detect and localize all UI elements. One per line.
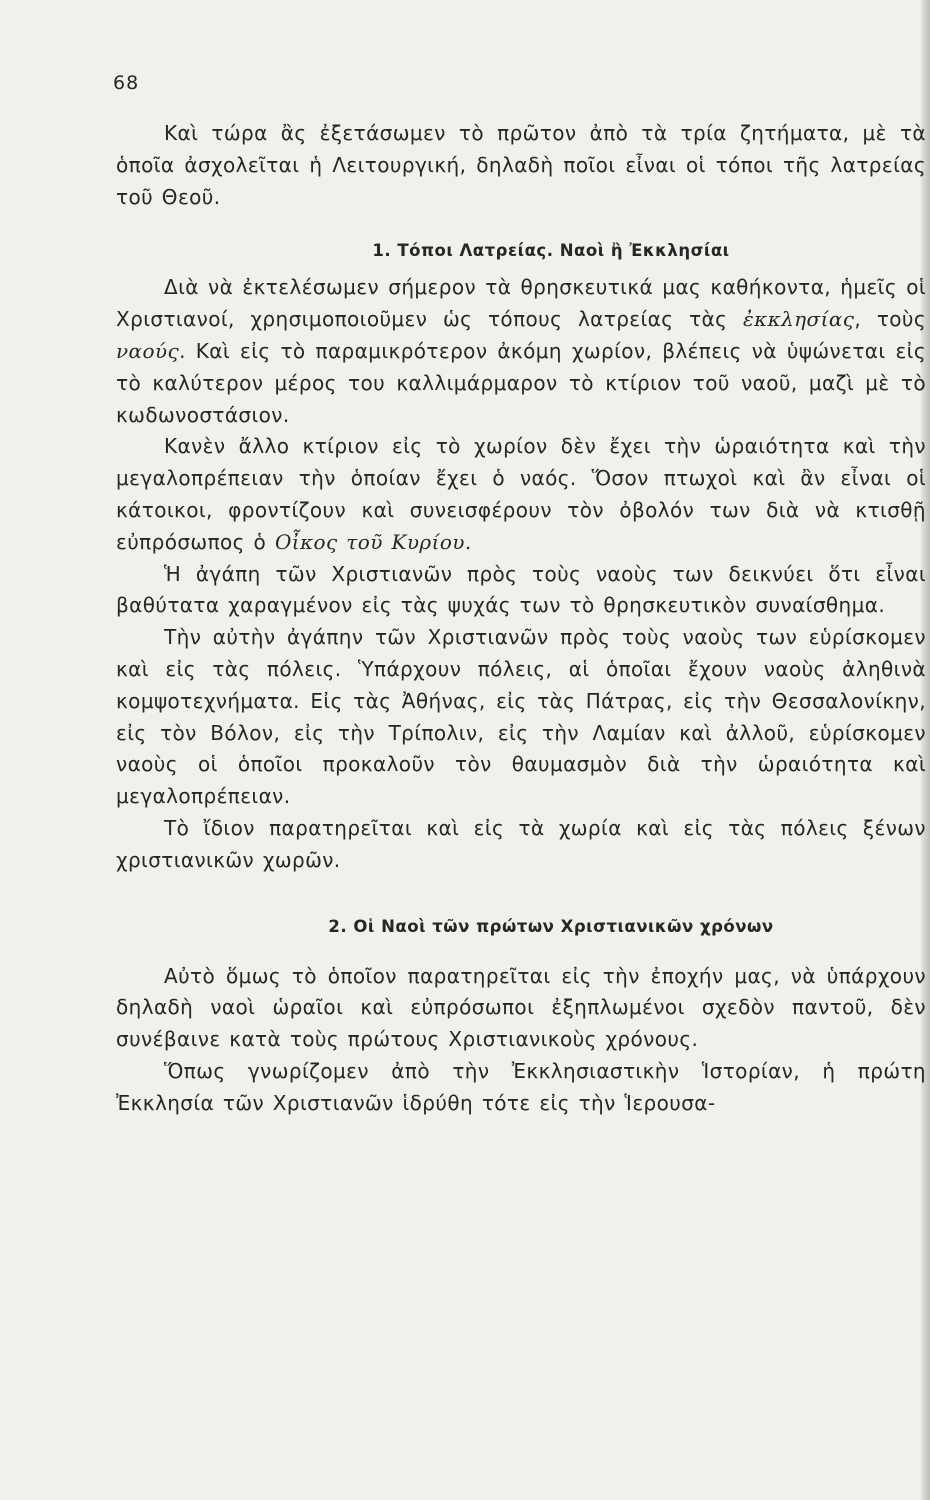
section-1-paragraph-2 [116,431,926,558]
emphasis-ekklisias: ἐκκλησίας [742,307,855,332]
section-1-paragraph-5: Τὸ ἴδιον παρατηρεῖται καὶ εἰς τὰ χωρία καὶ εἰς τὰς πόλεις ξένων χριστιανικῶν χωρῶν. [116,815,926,872]
text-run: , τοὺς [854,307,927,332]
intro-paragraph: Καὶ τώρα ἂς ἐξετάσωμεν τὸ πρῶτον ἀπὸ τὰ τρία ζητήματα, μὲ τὰ ὁποῖα ἀσχολεῖται ἡ Λειτουργική, δηλαδὴ ποῖοι εἶναι οἱ τόποι τῆς λατρείας τοῦ Θεοῦ. [116,121,926,209]
section-1-paragraph-1 [116,272,926,431]
section-2-paragraph-1: Αὐτὸ ὅμως τὸ ὁποῖον παρατηρεῖται εἰς τὴν ἐποχήν μας, νὰ ὑπάρχουν δηλαδὴ ναοὶ ὡραῖοι καὶ εὐπρόσωποι ἐξηπλωμένοι σχεδὸν παντοῦ, δὲν συνέβαινε κατὰ τοὺς πρώτους Χριστιανικοὺς χρόνους. [116,963,926,1052]
page-number: 68 [113,72,140,94]
text-run: . Καὶ εἰς τὸ παραμικρότερον ἀκόμη χωρίον, βλέπεις νὰ ὑψώνεται εἰς τὸ καλύτερον μέρος του καλλιμάρμαρον τὸ κτίριον τοῦ ναοῦ, μαζὶ μὲ τὸ κωδωνοστάσιον. [116,338,926,427]
section-1-heading: 1. Τόποι Λατρείας. Ναοὶ ἢ Ἐκκλησίαι [372,241,730,261]
text-run: Διὰ νὰ ἐκτελέσωμεν σήμερον τὰ θρησκευτικά μας καθήκοντα, ἡμεῖς οἱ Χριστιανοί, χρησιμοποιοῦμεν ὡς τόπους λατρείας τὰς [116,275,926,332]
section-1-paragraph-3: Ἡ ἀγάπη τῶν Χριστιανῶν πρὸς τοὺς ναοὺς των δεικνύει ὅτι εἶναι βαθύτατα χαραγμένον εἰς τὰς ψυχάς των τὸ θρησκευτικὸν συναίσθημα. [116,561,926,618]
emphasis-naous: ναούς [116,338,180,363]
text-run: Κανὲν ἄλλο κτίριον εἰς τὸ χωρίον δὲν ἔχει τὴν ὡραιότητα καὶ τὴν μεγαλοπρέπειαν τὴν ὁποίαν ἔχει ὁ ναός. Ὅσον πτωχοὶ καὶ ἂν εἶναι οἱ κάτοικοι, φροντίζουν καὶ συνεισφέρουν τὸν ὀβολόν των διὰ νὰ κτισθῇ εὐπρόσωπος ὁ [116,434,926,554]
section-1-paragraph-4: Τὴν αὐτὴν ἀγάπην τῶν Χριστιανῶν πρὸς τοὺς ναοὺς των εὑρίσκομεν καὶ εἰς τὰς πόλεις. Ὑπάρχουν πόλεις, αἱ ὁποῖαι ἔχουν ναοὺς ἀληθινὰ κομψοτεχνήματα. Εἰς τὰς Ἀθήνας, εἰς τὰς Πάτρας, εἰς τὴν Θεσσαλονίκην, εἰς τὸν Βόλον, εἰς τὴν Τρίπολιν, εἰς τὴν Λαμίαν καὶ ἀλλοῦ, εὑρίσκομεν ναοὺς οἱ ὁποῖοι προκαλοῦν τὸν θαυμασμὸν διὰ τὴν ὡραιότητα καὶ μεγαλοπρέπειαν. [116,625,926,809]
page-body [116,118,926,1120]
section-2-paragraph-2: Ὅπως γνωρίζομεν ἀπὸ τὴν Ἐκκλησιαστικὴν Ἱστορίαν, ἡ πρώτη Ἐκκλησία τῶν Χριστιανῶν ἱδρύθη τότε εἰς τὴν Ἱερουσα- [116,1058,926,1115]
emphasis-oikos-kyriou: Οἶκος τοῦ Κυρίου. [274,529,472,554]
section-2-heading: 2. Οἱ Ναοὶ τῶν πρώτων Χριστιανικῶν χρόνων [328,916,774,936]
